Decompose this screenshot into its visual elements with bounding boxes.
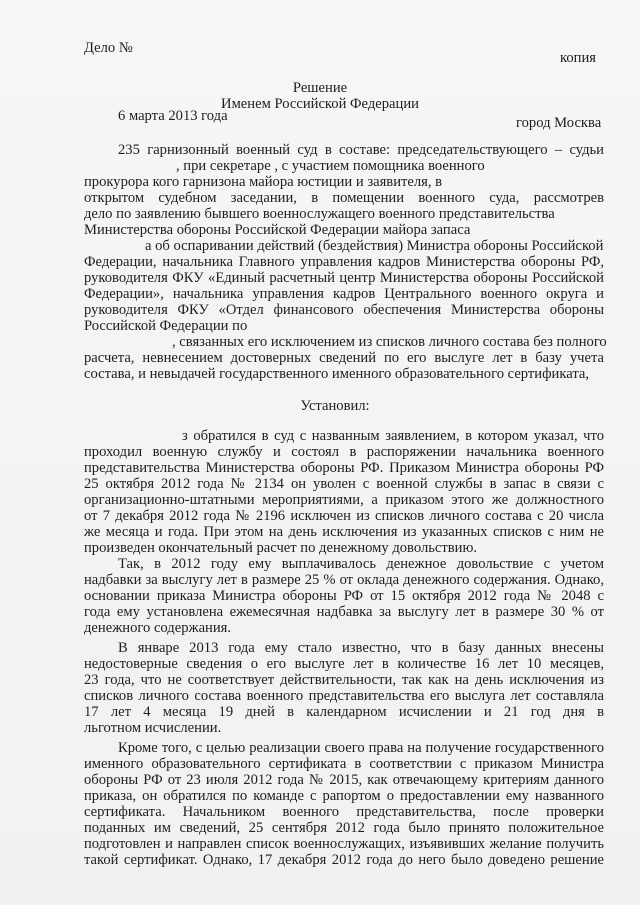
body-line: именного образовательного сертификата в соответствии с приказом Министра [84, 756, 604, 772]
case-number: Дело № [84, 40, 133, 56]
body-line: подготовлен и направлен список военнослужащих, изъявивших желание получить [84, 836, 604, 852]
body-line: 23 года, что не соответствует действительности, так как на день исключения из [84, 672, 604, 688]
established-heading: Установил: [300, 398, 370, 414]
body-line: 25 октября 2012 года № 2134 он уволен с военной службы в запас в связи с [84, 476, 604, 492]
decision-title: Решение [292, 80, 348, 96]
intro-line: а об оспаривании действий (бездействия) Министра обороны Российской [145, 238, 604, 254]
intro-line: расчета, невнесением достоверных сведений по его выслуге лет в базу учета [84, 350, 604, 366]
body-line: поданных им сведений, 25 сентября 2012 года было принято положительное [84, 820, 604, 836]
body-line: сертификата. Начальником военного представительства, после проверки [84, 804, 604, 820]
intro-line: Министерства обороны Российской Федерации майора запаса [84, 222, 471, 238]
intro-line: прокурора кого гарнизона майора юстиции и заявителя, в [84, 174, 443, 190]
body-line: льготном исчислении. [84, 720, 222, 736]
body-line: от 7 декабря 2012 года № 2196 исключен из списков личного состава с 20 числа [84, 508, 604, 524]
body-line: года ему установлена ежемесячная надбавка за выслугу лет в размере 30 % от [84, 604, 604, 620]
body-line: недостоверные сведения о его выслуге лет в количестве 16 лет 10 месяцев, [84, 656, 604, 672]
body-line: денежного содержания. [84, 620, 232, 636]
intro-line: Российской Федерации по [84, 318, 248, 334]
intro-line: Федерации», начальника управления кадров Центрального военного округа и [84, 286, 604, 302]
intro-line: дело по заявлению бывшего военнослужащего военного представительства [84, 206, 555, 222]
intro-line: состава, и невыдачей государственного именного образовательного сертификата, [84, 366, 590, 382]
body-line: обороны РФ от 23 июля 2012 года № 2015, как отвечающему критериям данного [84, 772, 604, 788]
intro-line: руководителя ФКУ «Отдел финансового обеспечения Министерства обороны [84, 302, 604, 318]
body-line: 17 лет 4 месяца 19 дней в календарном исчислении и 21 год дня в [84, 704, 604, 720]
body-line: проходил военную службу и состоял в распоряжении начальника военного [84, 444, 604, 460]
intro-line: 235 гарнизонный военный суд в составе: председательствующего – судьи [118, 142, 604, 158]
body-line: списков личного состава военного представительства его выслуга лет составляла [84, 688, 604, 704]
body-line: Так, в 2012 году ему выплачивалось денежное довольствие с учетом [118, 556, 604, 572]
decision-date: 6 марта 2013 года [118, 108, 228, 124]
body-line: организационно-штатными мероприятиями, а приказом этого же должностного [84, 492, 604, 508]
body-line: такой сертификат. Однако, 17 декабря 2012 года до него было доведено решение [84, 852, 604, 868]
body-line: Кроме того, с целью реализации своего права на получение государственного [118, 740, 604, 756]
body-line: основании приказа Министра обороны РФ от 15 октября 2012 года № 2048 с [84, 588, 604, 604]
intro-line: , связанных его исключением из списков личного состава без полного [172, 334, 607, 350]
copy-label: копия [560, 50, 596, 66]
body-line: произведен окончательный расчет по денежному довольствию. [84, 540, 477, 556]
body-line: приказа, он обратился по команде с рапортом о предоставлении ему названного [84, 788, 604, 804]
intro-line: открытом судебном заседании, в помещении военного суда, рассмотрев [84, 190, 604, 206]
body-line: з обратился в суд с названным заявлением, в котором указал, что [182, 428, 604, 444]
body-line: В январе 2013 года ему стало известно, что в базу данных внесены [118, 640, 604, 656]
body-line: же месяца и года. При этом на день исключения из указанных списков с ним не [84, 524, 604, 540]
intro-line: Федерации, начальника Главного управления кадров Министерства обороны РФ, [84, 254, 604, 270]
body-line: представительства Министерства обороны РФ. Приказом Министра обороны РФ [84, 460, 604, 476]
intro-line: руководителя ФКУ «Единый расчетный центр Министерства обороны Российской [84, 270, 604, 286]
body-line: надбавки за выслугу лет в размере 25 % от оклада денежного содержания. Однако, [84, 572, 604, 588]
decision-city: город Москва [516, 115, 602, 131]
in-the-name-heading: Именем Российской Федерации [221, 96, 419, 112]
intro-line: , при секретаре , с участием помощника военного [176, 158, 485, 174]
